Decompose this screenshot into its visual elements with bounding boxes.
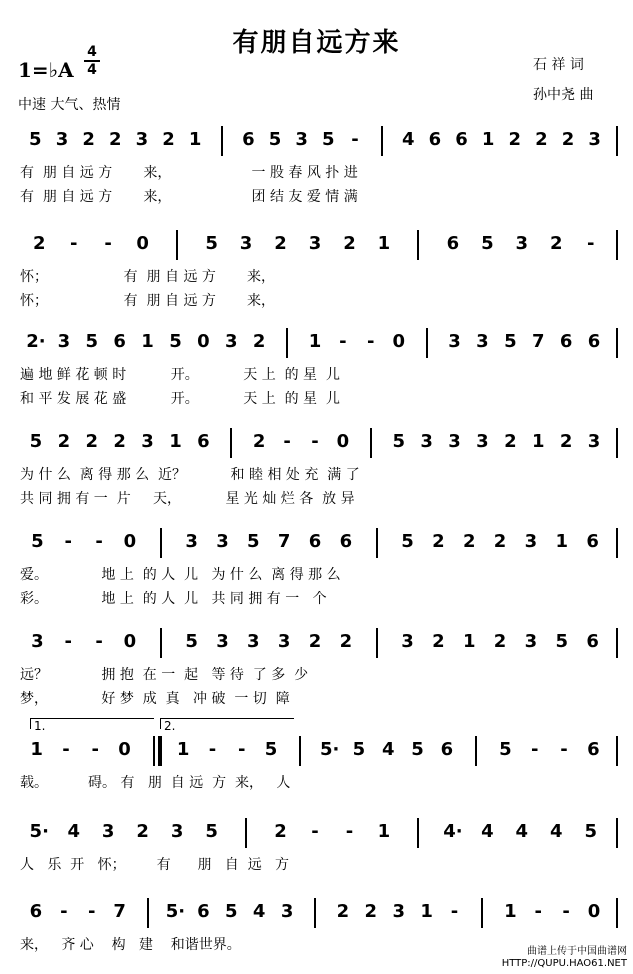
- note: 2: [343, 233, 356, 254]
- note: 1: [481, 129, 495, 150]
- note: 3: [216, 631, 229, 652]
- dash-extension: -: [367, 331, 375, 352]
- note: 2: [85, 431, 99, 452]
- note: 5: [504, 331, 517, 352]
- note: 5: [185, 631, 198, 652]
- note: 1: [141, 331, 154, 352]
- note: 6: [446, 233, 460, 254]
- note: 4·: [443, 821, 463, 842]
- note: 5: [268, 129, 282, 150]
- note: 4: [401, 129, 415, 150]
- note: 3: [392, 901, 405, 922]
- note: 5: [31, 531, 44, 552]
- note: 3: [141, 431, 154, 452]
- barline: [616, 818, 618, 848]
- score-system: [0, 728, 633, 791]
- note: 2: [274, 233, 287, 254]
- dash-extension: -: [345, 821, 354, 842]
- score-system: [0, 810, 633, 873]
- barline: [616, 328, 618, 358]
- note: 0: [392, 331, 405, 352]
- note: 0: [123, 631, 137, 652]
- note: 3: [295, 129, 308, 150]
- song-title: 有朋自远方来: [232, 28, 401, 58]
- dash-extension: -: [351, 129, 359, 150]
- score-system: [0, 222, 633, 309]
- note: 3: [524, 531, 538, 552]
- lyrics-verse-1: 爱。 地 上 的 人 儿 为 什 么 离 得 那 么: [20, 567, 341, 583]
- barline: [616, 628, 618, 658]
- lyrics-verse-2: 共 同 拥 有 一 片 天， 星 光 灿 烂 各 放 异: [20, 491, 355, 507]
- note: 5: [205, 821, 218, 842]
- barline: [426, 328, 428, 358]
- note: 3: [225, 331, 238, 352]
- barline: [286, 328, 288, 358]
- dash-extension: -: [62, 739, 70, 760]
- note: 1: [377, 233, 391, 254]
- volta-2: 2.: [160, 718, 294, 729]
- note: 2: [32, 233, 46, 254]
- dash-extension: -: [95, 531, 103, 552]
- barline: [376, 528, 378, 558]
- note: 3: [448, 331, 461, 352]
- barline: [481, 898, 483, 928]
- score-system: [0, 420, 633, 507]
- note: 5·: [319, 739, 340, 760]
- note: 2: [493, 531, 507, 552]
- note: 3: [239, 233, 253, 254]
- note: 3: [476, 331, 489, 352]
- barline: [221, 126, 223, 156]
- barline: [616, 230, 618, 260]
- dash-extension: -: [95, 631, 103, 652]
- lyrics-verse-2: 怀； 有 朋 自 远 方 来，: [20, 293, 276, 309]
- barline: [299, 736, 301, 766]
- dash-extension: -: [283, 431, 291, 452]
- dash-extension: -: [450, 901, 459, 922]
- barline: [616, 736, 618, 766]
- note: 0: [118, 739, 131, 760]
- dash-extension: -: [534, 901, 542, 922]
- dash-extension: -: [311, 821, 319, 842]
- dash-extension: -: [208, 739, 217, 760]
- note: 4: [381, 739, 395, 760]
- barline: [475, 736, 477, 766]
- lyrics-verse-1: 来， 齐 心 构 建 和谐世界。: [20, 937, 241, 953]
- dash-extension: -: [60, 901, 68, 922]
- watermark-line2: HTTP://QUPU.HAO61.NET: [501, 958, 627, 969]
- note: 3: [216, 531, 229, 552]
- note: 3: [277, 631, 291, 652]
- note: 3: [135, 129, 149, 150]
- note: 1: [188, 129, 202, 150]
- note: 5: [85, 331, 99, 352]
- note: 6: [440, 739, 454, 760]
- note: 3: [524, 631, 538, 652]
- lyrics-verse-1: 为 什 么 离 得 那 么 近？ 和 睦 相 处 充 满 了: [20, 467, 360, 483]
- dash-extension: -: [560, 739, 568, 760]
- dash-extension: -: [531, 739, 539, 760]
- note: 5: [481, 233, 494, 254]
- watermark-line1: 曲谱上传于中国曲谱网: [527, 946, 627, 957]
- note: 2: [108, 129, 122, 150]
- note: 6: [113, 331, 126, 352]
- note: 4: [481, 821, 494, 842]
- note: 5: [205, 233, 218, 254]
- repeat-barline: [153, 736, 162, 766]
- note: 4: [67, 821, 80, 842]
- barline: [616, 528, 618, 558]
- barline: [616, 428, 618, 458]
- note: 2: [136, 821, 149, 842]
- note: 2: [508, 129, 522, 150]
- note: 3: [170, 821, 184, 842]
- note: 5: [225, 901, 238, 922]
- note: 2: [162, 129, 175, 150]
- dash-extension: -: [91, 739, 99, 760]
- note: 2: [57, 431, 71, 452]
- note: 7: [277, 531, 291, 552]
- note: 3: [55, 129, 69, 150]
- dash-extension: -: [69, 233, 78, 254]
- score-system: [0, 520, 633, 607]
- note: 3: [587, 431, 601, 452]
- note: 1: [169, 431, 182, 452]
- note: 5·: [165, 901, 186, 922]
- key-signature: 1=♭A: [18, 58, 74, 82]
- barline: [160, 628, 162, 658]
- note: 1: [30, 739, 43, 760]
- note: 2: [339, 631, 353, 652]
- dash-extension: -: [64, 631, 72, 652]
- note: 0: [336, 431, 350, 452]
- note: 5: [169, 331, 182, 352]
- note: 5: [401, 531, 414, 552]
- note: 5: [584, 821, 598, 842]
- lyrics-verse-1: 遍 地 鲜 花 顿 时 开。 天 上 的 星 儿: [20, 367, 340, 383]
- barline: [417, 230, 419, 260]
- dash-extension: -: [311, 431, 319, 452]
- note: 1: [420, 901, 433, 922]
- barline: [376, 628, 378, 658]
- lyricist-credit: 石 祥 词: [533, 57, 584, 73]
- note: 6: [455, 129, 468, 150]
- note: 3: [401, 631, 414, 652]
- note: 6: [242, 129, 255, 150]
- note: 2: [252, 331, 266, 352]
- note: 3: [308, 233, 322, 254]
- barline: [370, 428, 372, 458]
- note: 2: [462, 531, 476, 552]
- note: 0: [123, 531, 137, 552]
- note: 5: [411, 739, 424, 760]
- lyrics-verse-2: 和 平 发 展 花 盛 开。 天 上 的 星 儿: [20, 391, 340, 407]
- lyrics-verse-2: 梦， 好 梦 成 真 冲 破 一 切 障: [20, 691, 290, 707]
- note: 2: [559, 431, 573, 452]
- note: 2: [274, 821, 287, 842]
- barline: [230, 428, 232, 458]
- note: 3: [31, 631, 44, 652]
- barline: [417, 818, 419, 848]
- note: 2: [493, 631, 507, 652]
- note: 1: [462, 631, 476, 652]
- note: 2: [432, 531, 445, 552]
- note: 0: [136, 233, 149, 254]
- barline: [616, 126, 618, 156]
- watermark: [502, 946, 627, 970]
- note: 3: [420, 431, 433, 452]
- note: 2: [432, 631, 445, 652]
- note: 7: [531, 331, 545, 352]
- note: 6: [586, 631, 599, 652]
- barline: [245, 818, 247, 848]
- barline: [314, 898, 316, 928]
- note: 5: [392, 431, 405, 452]
- lyrics-verse-2: 彩。 地 上 的 人 儿 共 同 拥 有 一 个: [20, 591, 327, 607]
- note: 5: [322, 129, 335, 150]
- note: 6: [587, 739, 600, 760]
- note: 5: [352, 739, 366, 760]
- barline: [381, 126, 383, 156]
- note: 6: [308, 531, 322, 552]
- note: 6: [197, 901, 210, 922]
- note: 3: [476, 431, 489, 452]
- note: 3: [588, 129, 601, 150]
- note: 2: [252, 431, 266, 452]
- note: 2: [550, 233, 563, 254]
- dash-extension: -: [562, 901, 570, 922]
- note: 2: [504, 431, 517, 452]
- lyrics-verse-1: 怀； 有 朋 自 远 方 来，: [20, 269, 276, 285]
- note: 6: [587, 331, 601, 352]
- note: 4: [252, 901, 266, 922]
- note: 3: [57, 331, 71, 352]
- note: 5: [264, 739, 278, 760]
- composer-credit: 孙中尧 曲: [533, 87, 594, 103]
- note: 1: [377, 821, 391, 842]
- note: 2: [336, 901, 350, 922]
- barline: [147, 898, 149, 928]
- dash-extension: -: [104, 233, 112, 254]
- note: 2: [535, 129, 548, 150]
- note: 5: [247, 531, 260, 552]
- meter-top: 4: [87, 44, 97, 60]
- note: 0: [587, 901, 601, 922]
- lyrics-verse-1: 有 朋 自 远 方 来， 一 股 春 风 扑 进: [20, 165, 358, 181]
- barline: [160, 528, 162, 558]
- note: 3: [185, 531, 198, 552]
- note: 3: [101, 821, 115, 842]
- dash-extension: -: [238, 739, 246, 760]
- note: 4: [515, 821, 529, 842]
- barline: [616, 898, 618, 928]
- note: 2: [113, 431, 126, 452]
- note: 1: [308, 331, 322, 352]
- note: 5: [29, 129, 42, 150]
- volta-1: 1.: [30, 718, 154, 729]
- dash-extension: -: [339, 331, 347, 352]
- note: 5·: [29, 821, 49, 842]
- note: 6: [197, 431, 210, 452]
- note: 2: [561, 129, 575, 150]
- lyrics-verse-1: 远？ 拥 抱 在 一 起 等 待 了 多 少: [20, 667, 309, 683]
- note: 6: [339, 531, 353, 552]
- dash-extension: -: [88, 901, 96, 922]
- note: 1: [176, 739, 190, 760]
- time-signature: [84, 44, 100, 78]
- note: 5: [555, 631, 568, 652]
- lyrics-verse-1: 载。 碍。 有 朋 自 远 方 来， 人: [20, 775, 291, 791]
- dash-extension: -: [64, 531, 72, 552]
- score-system: [0, 118, 633, 205]
- tempo-marking: 中速 大气、热情: [18, 97, 121, 113]
- note: 3: [515, 233, 529, 254]
- score-system: [0, 620, 633, 707]
- note: 2: [82, 129, 95, 150]
- score-system: [0, 320, 633, 407]
- note: 1: [504, 901, 517, 922]
- note: 3: [247, 631, 260, 652]
- dash-extension: -: [587, 233, 595, 254]
- note: 2·: [26, 331, 46, 352]
- barline: [176, 230, 178, 260]
- note: 2: [364, 901, 378, 922]
- note: 3: [280, 901, 294, 922]
- note: 5: [29, 431, 43, 452]
- note: 1: [555, 531, 568, 552]
- note: 6: [29, 901, 43, 922]
- note: 6: [559, 331, 573, 352]
- note: 5: [499, 739, 512, 760]
- lyrics-verse-1: 人 乐 开 怀； 有 朋 自 远 方: [20, 857, 290, 873]
- note: 6: [428, 129, 442, 150]
- note: 2: [308, 631, 322, 652]
- note: 6: [586, 531, 599, 552]
- lyrics-verse-2: 有 朋 自 远 方 来， 团 结 友 爱 情 满: [20, 189, 358, 205]
- note: 1: [531, 431, 545, 452]
- meter-bottom: 4: [84, 60, 100, 78]
- note: 7: [113, 901, 126, 922]
- note: 3: [448, 431, 461, 452]
- note: 4: [550, 821, 563, 842]
- note: 0: [197, 331, 210, 352]
